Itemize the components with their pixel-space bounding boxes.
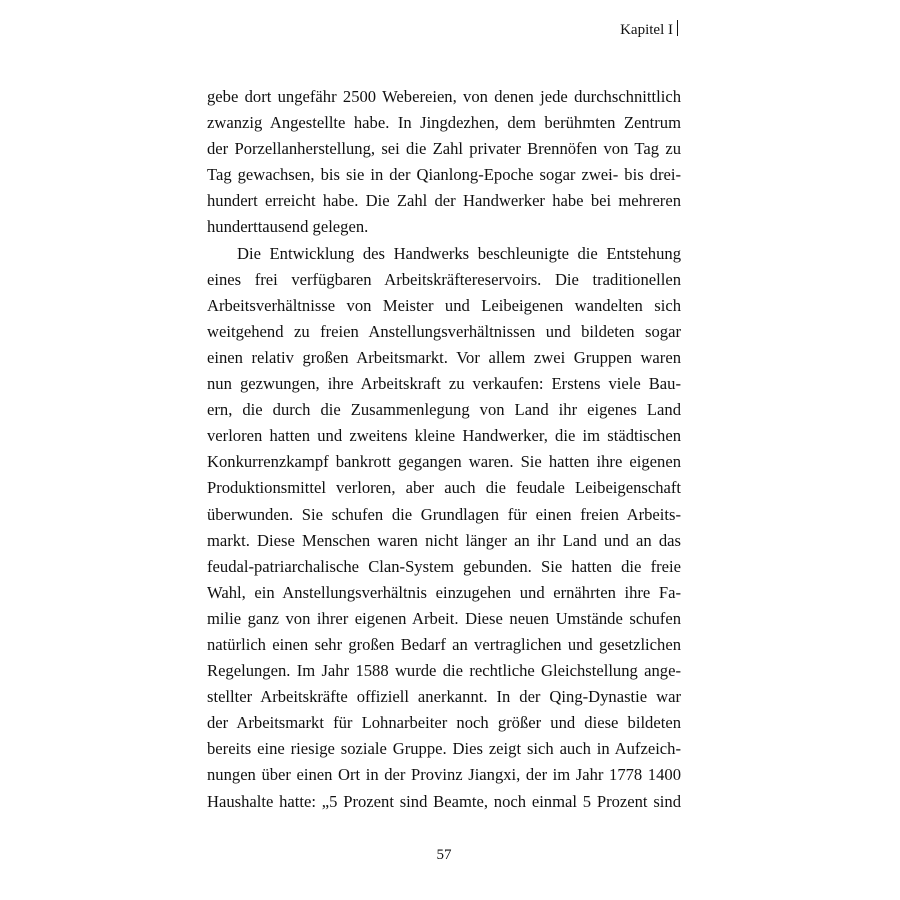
text-line: gebe dort ungefähr 2500 Webereien, von denen jede durchschnittlich [207, 87, 681, 106]
running-head [620, 20, 678, 40]
text-line: natürlich einen sehr großen Bedarf an vertraglichen und gesetzlichen [207, 634, 681, 654]
text-line: Konkurrenzkampf bankrott gegangen waren. Sie hatten ihre eigenen [207, 452, 681, 472]
body-text [207, 84, 681, 815]
text-line: der Arbeitsmarkt für Lohnarbeiter noch größer und diese bildeten [207, 713, 681, 733]
text-line: milie ganz von ihrer eigenen Arbeit. Diese neuen Umstände schufen [207, 608, 681, 628]
text-line: Haushalte hatte: „5 Prozent sind Beamte, noch einmal 5 Prozent sind [207, 791, 681, 811]
text-line: überwunden. Sie schufen die Grundlagen für einen freien Arbeits- [207, 504, 681, 524]
text-line: Wahl, ein Anstellungsverhältnis einzugehen und ernährten ihre Fa- [207, 582, 681, 602]
text-line: Produktionsmittel verloren, aber auch die feudale Leibeigenschaft [207, 478, 681, 498]
text-line: feudal-patriarchalische Clan-System gebunden. Sie hatten die freie [207, 556, 681, 576]
text-line: einen relativ großen Arbeitsmarkt. Vor allem zwei Gruppen waren [207, 347, 681, 367]
text-line: hundert erreicht habe. Die Zahl der Handwerker habe bei mehreren [207, 191, 681, 211]
text-line: eines frei verfügbaren Arbeitskräftereservoirs. Die traditionellen [207, 269, 681, 289]
text-line: ern, die durch die Zusammenlegung von Land ihr eigenes Land [207, 400, 681, 420]
text-line: nun gezwungen, ihre Arbeitskraft zu verkaufen: Erstens viele Bau- [207, 374, 681, 394]
text-line: zwanzig Angestellte habe. In Jingdezhen, dem berühmten Zentrum [207, 113, 681, 133]
running-head-text: Kapitel I [620, 22, 673, 38]
text-line: stellter Arbeitskräfte offiziell anerkannt. In der Qing-Dynastie war [207, 687, 681, 707]
text-line: hunderttausend gelegen. [207, 217, 369, 237]
text-line: Die Entwicklung des Handwerks beschleunigte die Entstehung [237, 243, 681, 263]
paragraph-1 [207, 84, 681, 241]
text-line: Arbeitsverhältnisse von Meister und Leibeigenen wandelten sich [207, 295, 681, 315]
text-line: bereits eine riesige soziale Gruppe. Dies zeigt sich auch in Aufzeich- [207, 739, 681, 759]
text-line: markt. Diese Menschen waren nicht länger an ihr Land und an das [207, 530, 681, 550]
page-number: 57 [436, 847, 452, 863]
text-line: Regelungen. Im Jahr 1588 wurde die rechtliche Gleichstellung ange- [207, 661, 681, 681]
text-line: Tag gewachsen, bis sie in der Qianlong-Epoche sogar zwei- bis drei- [207, 165, 681, 185]
text-line: verloren hatten und zweitens kleine Handwerker, die im städtischen [207, 426, 681, 446]
text-line: nungen über einen Ort in der Provinz Jiangxi, der im Jahr 1778 1400 [207, 765, 681, 785]
text-line: der Porzellanherstellung, sei die Zahl privater Brennöfen von Tag zu [207, 139, 681, 159]
running-head-rule [677, 20, 678, 36]
text-line: weitgehend zu freien Anstellungsverhältnissen und bildeten sogar [207, 321, 681, 341]
paragraph-2 [207, 241, 681, 815]
